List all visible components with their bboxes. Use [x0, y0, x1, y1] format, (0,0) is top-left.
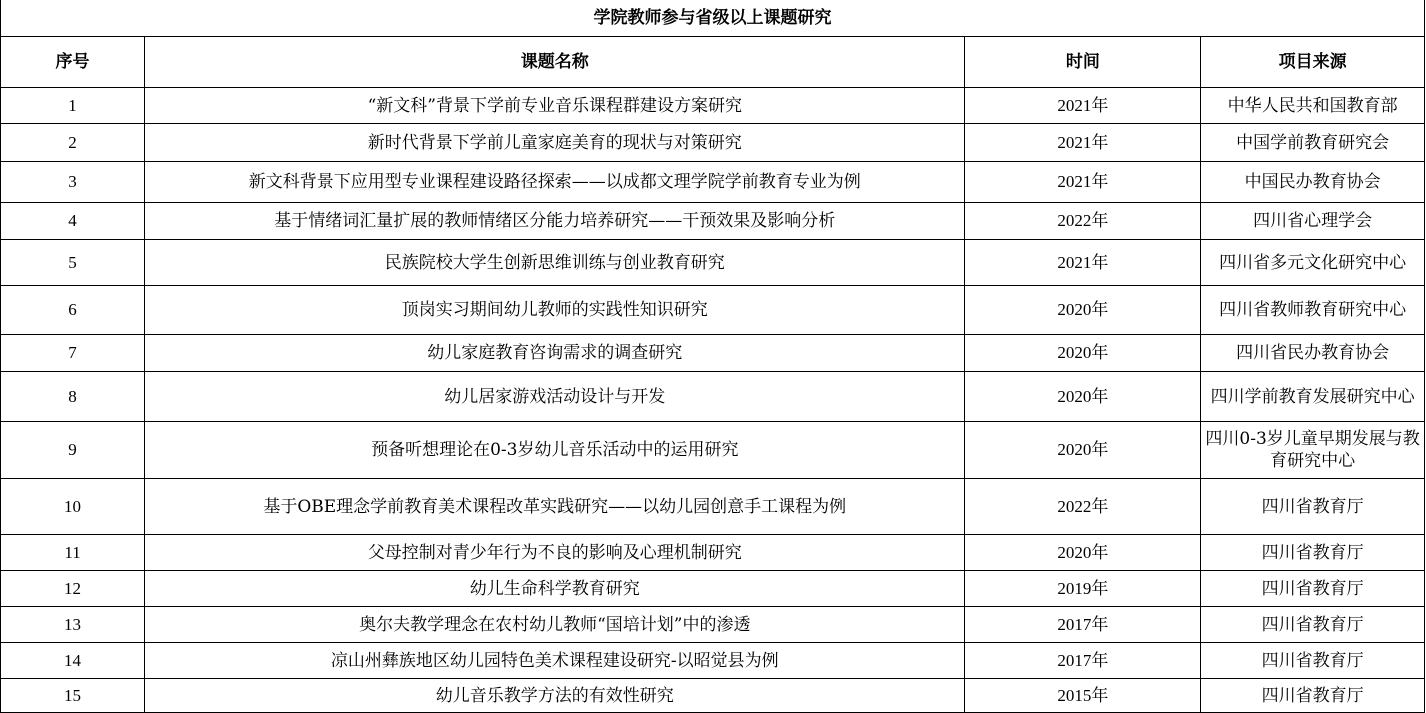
cell-name: 基于OBE理念学前教育美术课程改革实践研究——以幼儿园创意手工课程为例 — [145, 479, 965, 535]
cell-name: 奥尔夫教学理念在农村幼儿教师“国培计划”中的渗透 — [145, 607, 965, 643]
table-row — [1, 422, 1425, 479]
table-row — [1, 124, 1425, 162]
cell-source: 四川省教师教育研究中心 — [1201, 286, 1425, 335]
cell-source: 四川省心理学会 — [1201, 203, 1425, 240]
table-row — [1, 88, 1425, 124]
cell-name: 父母控制对青少年行为不良的影响及心理机制研究 — [145, 535, 965, 571]
cell-source: 四川0-3岁儿童早期发展与教育研究中心 — [1201, 422, 1425, 479]
cell-name: 顶岗实习期间幼儿教师的实践性知识研究 — [145, 286, 965, 335]
cell-no: 14 — [1, 643, 145, 679]
cell-no: 9 — [1, 422, 145, 479]
table-row — [1, 643, 1425, 679]
cell-time: 2017年 — [965, 643, 1201, 679]
cell-time: 2020年 — [965, 422, 1201, 479]
header-row — [1, 37, 1425, 88]
cell-no: 2 — [1, 124, 145, 162]
cell-time: 2021年 — [965, 88, 1201, 124]
cell-source: 中国民办教育协会 — [1201, 162, 1425, 203]
cell-time: 2021年 — [965, 240, 1201, 286]
table-row — [1, 335, 1425, 372]
cell-time: 2020年 — [965, 372, 1201, 422]
cell-name: 预备听想理论在0-3岁幼儿音乐活动中的运用研究 — [145, 422, 965, 479]
table-row — [1, 240, 1425, 286]
cell-time: 2017年 — [965, 607, 1201, 643]
cell-source: 四川省教育厅 — [1201, 643, 1425, 679]
cell-time: 2021年 — [965, 124, 1201, 162]
cell-name: 幼儿生命科学教育研究 — [145, 571, 965, 607]
cell-name: 新时代背景下学前儿童家庭美育的现状与对策研究 — [145, 124, 965, 162]
cell-time: 2022年 — [965, 203, 1201, 240]
cell-no: 7 — [1, 335, 145, 372]
cell-no: 1 — [1, 88, 145, 124]
cell-time: 2021年 — [965, 162, 1201, 203]
cell-source: 四川省民办教育协会 — [1201, 335, 1425, 372]
cell-source: 四川省教育厅 — [1201, 679, 1425, 713]
table-row — [1, 162, 1425, 203]
cell-source: 中华人民共和国教育部 — [1201, 88, 1425, 124]
cell-time: 2020年 — [965, 286, 1201, 335]
cell-source: 四川学前教育发展研究中心 — [1201, 372, 1425, 422]
cell-name: “新文科”背景下学前专业音乐课程群建设方案研究 — [145, 88, 965, 124]
header-time: 时间 — [965, 37, 1201, 88]
cell-name: 新文科背景下应用型专业课程建设路径探索——以成都文理学院学前教育专业为例 — [145, 162, 965, 203]
cell-time: 2020年 — [965, 535, 1201, 571]
cell-name: 凉山州彝族地区幼儿园特色美术课程建设研究-以昭觉县为例 — [145, 643, 965, 679]
cell-name: 幼儿音乐教学方法的有效性研究 — [145, 679, 965, 713]
header-source: 项目来源 — [1201, 37, 1425, 88]
cell-no: 15 — [1, 679, 145, 713]
cell-no: 11 — [1, 535, 145, 571]
cell-source: 四川省教育厅 — [1201, 607, 1425, 643]
table-body — [1, 0, 1425, 713]
cell-name: 基于情绪词汇量扩展的教师情绪区分能力培养研究——干预效果及影响分析 — [145, 203, 965, 240]
cell-time: 2015年 — [965, 679, 1201, 713]
cell-name: 幼儿家庭教育咨询需求的调查研究 — [145, 335, 965, 372]
cell-source: 四川省多元文化研究中心 — [1201, 240, 1425, 286]
header-no: 序号 — [1, 37, 145, 88]
table-row — [1, 679, 1425, 713]
cell-no: 10 — [1, 479, 145, 535]
cell-time: 2020年 — [965, 335, 1201, 372]
table-row — [1, 607, 1425, 643]
cell-source: 四川省教育厅 — [1201, 535, 1425, 571]
table-row — [1, 203, 1425, 240]
table-row — [1, 286, 1425, 335]
table-row — [1, 571, 1425, 607]
cell-name: 幼儿居家游戏活动设计与开发 — [145, 372, 965, 422]
cell-time: 2019年 — [965, 571, 1201, 607]
cell-no: 12 — [1, 571, 145, 607]
cell-no: 3 — [1, 162, 145, 203]
cell-no: 8 — [1, 372, 145, 422]
cell-source: 四川省教育厅 — [1201, 571, 1425, 607]
cell-source: 中国学前教育研究会 — [1201, 124, 1425, 162]
table-row — [1, 479, 1425, 535]
table-row — [1, 535, 1425, 571]
cell-name: 民族院校大学生创新思维训练与创业教育研究 — [145, 240, 965, 286]
cell-no: 5 — [1, 240, 145, 286]
cell-time: 2022年 — [965, 479, 1201, 535]
cell-no: 6 — [1, 286, 145, 335]
cell-source: 四川省教育厅 — [1201, 479, 1425, 535]
title-row — [1, 0, 1425, 37]
header-name: 课题名称 — [145, 37, 965, 88]
cell-no: 13 — [1, 607, 145, 643]
cell-no: 4 — [1, 203, 145, 240]
table-title: 学院教师参与省级以上课题研究 — [1, 0, 1425, 37]
table-row — [1, 372, 1425, 422]
